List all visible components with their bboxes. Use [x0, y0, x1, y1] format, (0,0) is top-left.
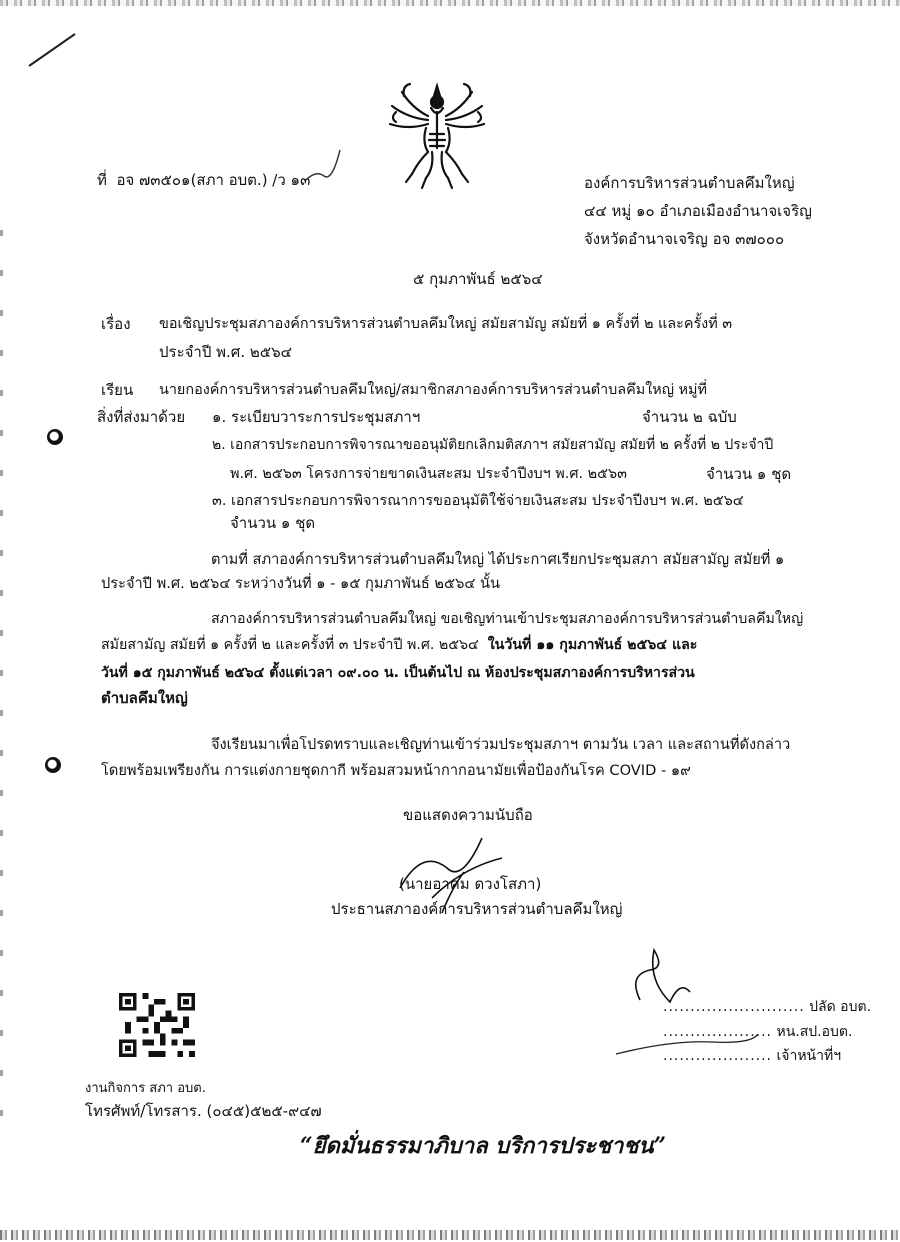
org-address-line: ๔๔ หมู่ ๑๐ อำเภอเมืองอำนาจเจริญ — [584, 202, 812, 220]
signer-position: ประธานสภาองค์การบริหารส่วนตำบลคึมใหญ่ — [331, 900, 623, 918]
meeting-date-1: ในวันที่ ๑๑ กุมภาพันธ์ ๒๕๖๔ และ — [487, 637, 698, 653]
initials-line-2: .................... หน.สป.อบต. — [663, 1024, 853, 1040]
initials-officer: เจ้าหน้าที่ฯ — [776, 1048, 842, 1064]
letter-date: ๕ กุมภาพันธ์ ๒๕๖๔ — [413, 270, 543, 288]
reference-number: อจ ๗๓๕๐๑(สภา อบต.) /ว ๑๓ — [116, 171, 311, 189]
enclosure-3-line-2: จำนวน ๑ ชุด — [230, 514, 316, 532]
garuda-emblem — [382, 78, 492, 193]
pen-mark — [25, 30, 80, 70]
scan-edge-bottom — [0, 1230, 900, 1240]
punch-hole-lower — [45, 757, 61, 773]
paragraph-1-line-1: ตามที่ สภาองค์การบริหารส่วนตำบลคึมใหญ่ ได้ประกาศเรียกประชุมสภา สมัยสามัญ สมัยที่ ๑ — [211, 551, 785, 568]
initials-line-3: .................... เจ้าหน้าที่ฯ — [663, 1048, 842, 1064]
org-name: องค์การบริหารส่วนตำบลคึมใหญ่ — [584, 174, 795, 192]
subject-label: เรื่อง — [101, 315, 131, 333]
paragraph-2-line-2 — [101, 634, 697, 656]
scan-edge-left — [0, 230, 3, 1130]
paragraph-1-line-2: ประจำปี พ.ศ. ๒๕๖๔ ระหว่างวันที่ ๑ - ๑๕ กุมภาพันธ์ ๒๕๖๔ นั้น — [101, 575, 500, 592]
subject-line-1: ขอเชิญประชุมสภาองค์การบริหารส่วนตำบลคึมใหญ่ สมัยสามัญ สมัยที่ ๑ ครั้งที่ ๒ และครั้งที่ ๓ — [159, 316, 733, 332]
enclosure-2-line-2: พ.ศ. ๒๕๖๓ โครงการจ่ายขาดเงินสะสม ประจำปีงบฯ พ.ศ. ๒๕๖๓ — [230, 466, 628, 482]
enclosure-2-line-1: ๒. เอกสารประกอบการพิจารณาขออนุมัติยกเลิกมติสภาฯ สมัยสามัญ สมัยที่ ๒ ครั้งที่ ๒ ประจำปี — [212, 437, 774, 453]
enclosure-label: สิ่งที่ส่งมาด้วย — [97, 408, 186, 426]
recipient-text: นายกองค์การบริหารส่วนตำบลคึมใหญ่/สมาชิกสภาองค์การบริหารส่วนตำบลคึมใหญ่ หมู่ที่ — [159, 382, 708, 398]
enclosure-2-count: จำนวน ๑ ชุด — [706, 465, 792, 483]
phone-fax: โทรศัพท์/โทรสาร. (๐๔๕)๕๒๕-๙๔๗ — [85, 1102, 322, 1120]
paragraph-2-line-4: ตำบลคึมใหญ่ — [101, 689, 188, 707]
closing-salutation: ขอแสดงความนับถือ — [403, 806, 533, 824]
enclosure-1: ๑. ระเบียบวาระการประชุมสภาฯ — [212, 408, 421, 426]
paragraph-2-line-2-text: สมัยสามัญ สมัยที่ ๑ ครั้งที่ ๒ และครั้งที่ ๓ ประจำปี พ.ศ. ๒๕๖๔ — [101, 637, 479, 653]
handwritten-ref-scribble — [300, 140, 350, 190]
subject-line-2: ประจำปี พ.ศ. ๒๕๖๔ — [159, 343, 292, 361]
paragraph-3-line-1: จึงเรียนมาเพื่อโปรดทราบและเชิญท่านเข้าร่วมประชุมสภาฯ ตามวัน เวลา และสถานที่ดังกล่าว — [211, 736, 791, 753]
paragraph-2-line-1: สภาองค์การบริหารส่วนตำบลคึมใหญ่ ขอเชิญท่านเข้าประชุมสภาองค์การบริหารส่วนตำบลคึมใหญ่ — [211, 611, 804, 627]
enclosure-1-count: จำนวน ๒ ฉบับ — [642, 408, 737, 426]
reference-label: ที่ — [97, 171, 107, 189]
initials-line-1: .......................... ปลัด อบต. — [663, 999, 872, 1015]
signer-name: (นายอาคม ดวงโสภา) — [399, 875, 542, 893]
recipient-label: เรียน — [101, 381, 134, 399]
enclosure-3-line-1: ๓. เอกสารประกอบการพิจารณาการขออนุมัติใช้จ่ายเงินสะสม ประจำปีงบฯ พ.ศ. ๒๕๖๔ — [212, 493, 744, 509]
initials-head: หน.สป.อบต. — [776, 1024, 853, 1040]
initials-palat: ปลัด อบต. — [809, 999, 872, 1015]
paragraph-3-line-2: โดยพร้อมเพรียงกัน การแต่งกายชุดกากี พร้อมสวมหน้ากากอนามัยเพื่อป้องกันโรค COVID - ๑๙ — [101, 762, 691, 779]
scan-edge-top — [0, 0, 900, 6]
qr-code — [118, 993, 196, 1057]
slogan: “ยึดมั่นธรรมาภิบาล บริการประชาชน” — [300, 1133, 667, 1159]
reference-line — [97, 168, 310, 192]
org-province-line: จังหวัดอำนาจเจริญ อจ ๓๗๐๐๐ — [584, 230, 785, 248]
department: งานกิจการ สภา อบต. — [85, 1081, 206, 1096]
paragraph-2-line-3: วันที่ ๑๕ กุมภาพันธ์ ๒๕๖๔ ตั้งแต่เวลา ๐๙.๐๐ น. เป็นต้นไป ณ ห้องประชุมสภาองค์การบริหารส่วน — [101, 665, 695, 681]
punch-hole-upper — [47, 429, 63, 445]
